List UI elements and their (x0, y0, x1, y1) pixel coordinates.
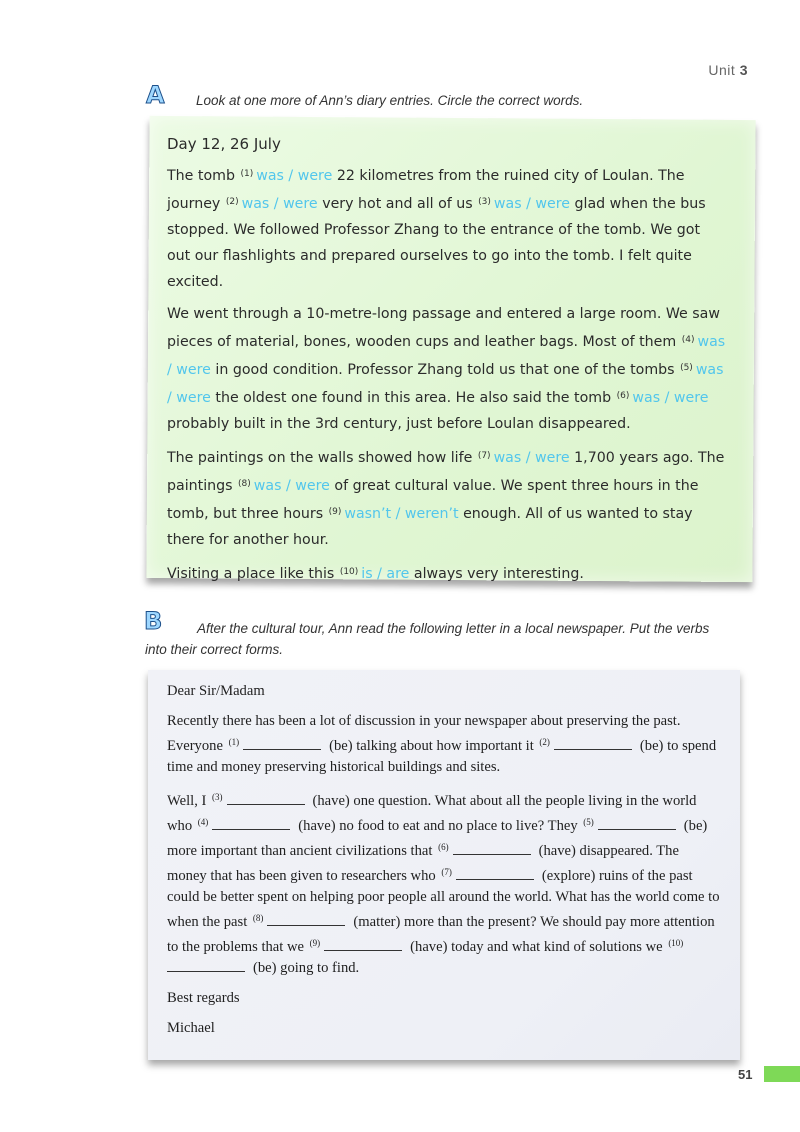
diary-date: Day 12, 26 July (167, 135, 281, 153)
blank-5[interactable] (598, 817, 676, 830)
unit-number: 3 (739, 62, 748, 78)
blank-6[interactable] (453, 842, 531, 855)
section-a-letter: A (146, 81, 165, 109)
unit-label: Unit 3 (708, 62, 748, 78)
diary-paragraph-3: The paintings on the walls showed how life $^{(7)}$ was / were 1,700 years ago. The paintings $^{(8)}$ was / were of great cultural value. We spent three hours in the tomb, but three hours $^{(9)}$ wasn’t / weren’t enough. All of us wanted to stay there for another hour. (167, 450, 725, 548)
letter-paragraph-1: Recently there has been a lot of discussion in your newspaper about preserving the past. Everyone $^{(1)}$ (be) talking about how important it $^{(2)}$ (be) to spend time and money preserving historical buildings and sites. (167, 713, 717, 775)
diary-paragraph-4: Visiting a place like this $^{(10)}$ is / are always very interesting. (167, 566, 584, 582)
blank-2[interactable] (554, 737, 632, 750)
choice-4[interactable]: was / were (167, 334, 726, 378)
letter-signature: Michael (167, 1020, 215, 1036)
diary-paragraph-1: The tomb $^{(1)}$ was / were 22 kilometres from the ruined city of Loulan. The journey $^{(2)}$ was / were very hot and all of us $^{(3)}$ was / were glad when the bus stopped. We followed Professor Zhang to the entrance of the tomb. We got out our flashlights and prepared ourselves to go into the tomb. I felt quite excited. (167, 168, 706, 290)
blank-3[interactable] (227, 792, 305, 805)
diary-entry (167, 131, 727, 593)
section-a-instruction: Look at one more of Ann’s diary entries. Circle the correct words. (196, 93, 584, 108)
section-b-letter: B (144, 607, 163, 635)
blank-9[interactable] (324, 938, 402, 951)
choice-5[interactable]: was / were (167, 362, 724, 406)
choice-3[interactable]: was / were (493, 196, 570, 212)
section-b-instruction: After the cultural tour, Ann read the following letter in a local newspaper. Put the verbs into their correct forms. (145, 621, 710, 657)
blank-10[interactable] (167, 959, 245, 972)
page-number: 51 (738, 1067, 753, 1082)
letter-paragraph-2: Well, I $^{(3)}$ (have) one question. What about all the people living in the world who $^{(4)}$ (have) no food to eat and no place to live? They $^{(5)}$ (be) more important than ancient civilizations that $^{(6)}$ (have) disappeared. The money that has been given to researchers who $^{(7)}$ (explore) ruins of the past could be better spent on helping poor people all around the world. What has the world come to when the past $^{(8)}$ (matter) more than the present? We should pay more attention to the problems that we $^{(9)}$ (have) today and what kind of solutions we $^{(10)}$(be) going to find. (167, 792, 720, 976)
blank-7[interactable] (456, 867, 534, 880)
choice-1[interactable]: was / were (256, 168, 333, 184)
choice-10[interactable]: is / are (361, 566, 410, 582)
letter-closing: Best regards (167, 990, 240, 1006)
diary-paragraph-2: We went through a 10-metre-long passage and entered a large room. We saw pieces of material, bones, wooden cups and leather bags. Most of them $^{(4)}$ was / were in good condition. Professor Zhang told us that one of the tombs $^{(5)}$ was / were the oldest one found in this area. He also said the tomb $^{(6)}$ was / were probably built in the 3rd century, just before Loulan disappeared. (167, 306, 726, 432)
blank-8[interactable] (267, 913, 345, 926)
choice-6[interactable]: was / were (632, 390, 709, 406)
choice-2[interactable]: was / were (241, 196, 318, 212)
choice-8[interactable]: was / were (253, 478, 330, 494)
blank-4[interactable] (212, 817, 290, 830)
choice-7[interactable]: was / were (493, 450, 570, 466)
page-tab-marker (764, 1066, 800, 1082)
blank-1[interactable] (243, 737, 321, 750)
newspaper-letter (167, 681, 721, 1048)
choice-9[interactable]: wasn’t / weren’t (344, 506, 459, 522)
letter-salutation: Dear Sir/Madam (167, 683, 265, 699)
